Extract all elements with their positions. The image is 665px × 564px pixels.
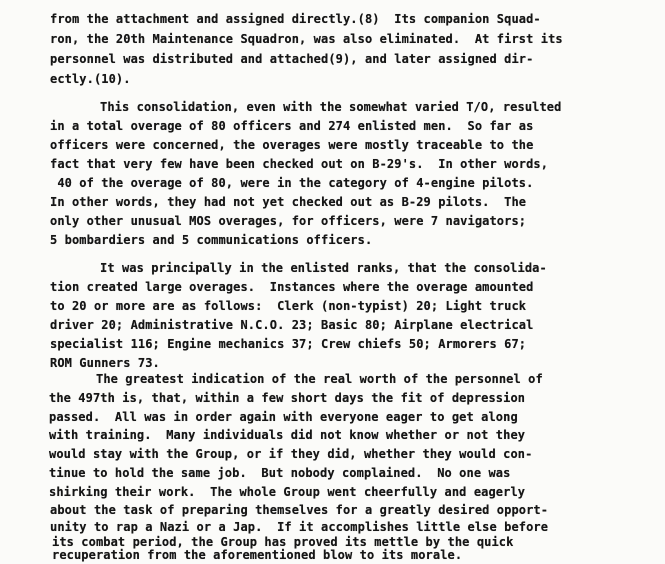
paragraph-1-line-4: ectly.(10).	[50, 72, 131, 86]
paragraph-1-line-3: personnel was distributed and attached(9), and later assigned dir-	[50, 52, 534, 66]
paragraph-4-line-7: shirking their work. The whole Group went cheerfully and eagerly	[49, 485, 526, 499]
paragraph-4-line-8: about the task of preparing themselves for a greatly desired opport-	[50, 503, 549, 517]
paragraph-4-line-9: unity to rap a Nazi or a Jap. If it accomplishes little else before	[50, 520, 549, 534]
paragraph-2-line-5: 40 of the overage of 80, were in the category of 4-engine pilots.	[50, 176, 534, 190]
paragraph-2-line-4: fact that very few have been checked out on B-29's. In other words,	[50, 157, 549, 171]
paragraph-2-line-7: only other unusual MOS overages, for officers, were 7 navigators;	[50, 214, 527, 228]
paragraph-2-line-1: This consolidation, even with the somewhat varied T/O, resulted	[100, 100, 562, 114]
paragraph-3-line-4: driver 20; Administrative N.C.O. 23; Basic 80; Airplane electrical	[50, 318, 534, 332]
paragraph-2-line-8: 5 bombardiers and 5 communications officers.	[50, 233, 373, 247]
paragraph-4-line-2: the 497th is, that, within a few short days the fit of depression	[49, 391, 526, 405]
paragraph-3-line-6: ROM Gunners 73.	[50, 356, 160, 370]
paragraph-4-line-10: its combat period, the Group has proved its mettle by the quick	[52, 535, 514, 549]
paragraph-4-line-1: The greatest indication of the real worth of the personnel of	[96, 372, 543, 386]
paragraph-2-line-6: In other words, they had not yet checked out as B-29 pilots. The	[50, 195, 527, 209]
paragraph-4-line-11: recuperation from the aforementioned blow to its morale.	[52, 548, 463, 562]
paragraph-4-line-4: with training. Many individuals did not know whether or not they	[49, 428, 526, 442]
paragraph-3-line-5: specialist 116; Engine mechanics 37; Crew chiefs 50; Armorers 67;	[50, 337, 527, 351]
paragraph-2-line-2: in a total overage of 80 officers and 274 enlisted men. So far as	[50, 119, 534, 133]
paragraph-1-line-2: ron, the 20th Maintenance Squadron, was also eliminated. At first its	[50, 32, 563, 46]
paragraph-4-line-5: would stay with the Group, or if they did, whether they would con-	[49, 447, 533, 461]
paragraph-3-line-2: tion created large overages. Instances where the overage amounted	[50, 280, 534, 294]
paragraph-4-line-3: passed. All was in order again with everyone eager to get along	[49, 410, 518, 424]
paragraph-2-line-3: officers were concerned, the overages were mostly traceable to the	[50, 138, 534, 152]
paragraph-4-line-6: tinue to hold the same job. But nobody complained. No one was	[49, 466, 511, 480]
paragraph-3-line-3: to 20 or more are as follows: Clerk (non-typist) 20; Light truck	[50, 299, 527, 313]
paragraph-1-line-1: from the attachment and assigned directly.(8) Its companion Squad-	[50, 12, 541, 26]
paragraph-3-line-1: It was principally in the enlisted ranks, that the consolida-	[100, 261, 547, 275]
